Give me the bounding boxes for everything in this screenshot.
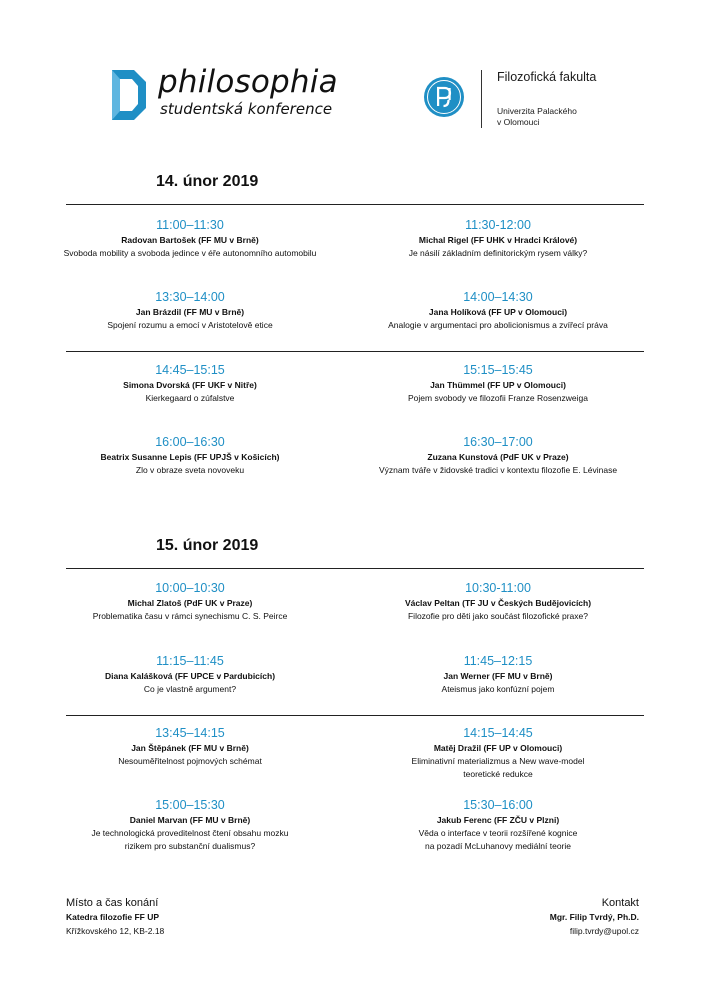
faculty-name: Filozofická fakulta (497, 70, 597, 84)
talk-title: Ateismus jako konfúzní pojem (441, 684, 555, 694)
talk-time: 15:30–16:00 (463, 798, 533, 812)
brand-title: philosophia (158, 64, 338, 100)
talk-card (40, 434, 340, 477)
talk-speaker: Jakub Ferenc (FF ZČU v Plzni) (436, 815, 560, 825)
talk-title: Význam tváře v židovské tradici v kontextu filozofie E. Lévinase (378, 465, 618, 475)
talk-card (348, 725, 648, 781)
talk-title-line-2: na pozadí McLuhanovy mediální teorie (424, 841, 571, 851)
philosophia-logo-icon (108, 68, 150, 122)
university-line-2: v Olomouci (497, 117, 540, 127)
university-line-1: Univerzita Palackého (497, 106, 577, 116)
talk-title: Analogie v argumentaci pro abolicionismus a zvířecí práva (388, 320, 608, 330)
talk-card (40, 725, 340, 768)
talk-time: 13:30–14:00 (155, 290, 225, 304)
contact-section (550, 897, 639, 936)
talk-speaker: Daniel Marvan (FF MU v Brně) (129, 815, 251, 825)
talk-card (40, 797, 340, 853)
day-title: 15. únor 2019 (156, 537, 259, 554)
talk-speaker: Jan Thümmel (FF UP v Olomouci) (430, 380, 566, 390)
venue-heading: Místo a čas konání (66, 897, 159, 909)
talk-title: Co je vlastně argument? (143, 684, 237, 694)
talk-time: 15:00–15:30 (155, 798, 225, 812)
talk-speaker: Beatrix Susanne Lepis (FF UPJŠ v Košicích) (100, 452, 280, 462)
talk-title: Je násilí základním definitorickým rysem války? (408, 248, 588, 258)
talk-time: 11:30-12:00 (465, 218, 531, 232)
talk-speaker: Václav Peltan (TF JU v Českých Budějovicích) (404, 598, 592, 608)
talk-card (40, 362, 340, 405)
talk-speaker: Jan Brázdil (FF MU v Brně) (135, 307, 245, 317)
talk-time: 10:00–10:30 (155, 581, 225, 595)
talk-title: Spojení rozumu a emocí v Aristotelově etice (107, 320, 273, 330)
contact-heading: Kontakt (601, 897, 639, 909)
talk-title-line-2: rizikem pro substanční dualismus? (124, 841, 256, 851)
contact-email[interactable]: filip.tvrdy@upol.cz (569, 926, 639, 936)
talk-title: Je technologická proveditelnost čtení obsahu mozku (91, 828, 289, 838)
talk-speaker: Simona Dvorská (FF UKF v Nitře) (123, 380, 257, 390)
talk-card (348, 653, 648, 696)
talk-title: Věda o interface v teorii rozšířené kognice (418, 828, 578, 838)
talk-title: Filozofie pro děti jako součást filozofické praxe? (407, 611, 588, 621)
talk-time: 11:45–12:15 (463, 654, 533, 668)
talk-card (348, 434, 648, 477)
talk-time: 14:45–15:15 (155, 363, 225, 377)
university-name (497, 106, 607, 128)
talk-speaker: Michal Zlatoš (PdF UK v Praze) (127, 598, 253, 608)
talk-card (348, 580, 648, 623)
talk-speaker: Jana Holíková (FF UP v Olomouci) (428, 307, 568, 317)
talk-card (348, 289, 648, 332)
university-seal-icon (423, 76, 465, 118)
talk-speaker: Jan Štěpánek (FF MU v Brně) (131, 743, 249, 753)
divider (66, 715, 644, 716)
talk-speaker: Zuzana Kunstová (PdF UK v Praze) (427, 452, 569, 462)
talk-card (40, 289, 340, 332)
divider (66, 351, 644, 352)
talk-speaker: Diana Kalášková (FF UPCE v Pardubicích) (104, 671, 276, 681)
talk-card (40, 217, 340, 260)
venue-department: Katedra filozofie FF UP (66, 912, 160, 922)
talk-card (348, 217, 648, 260)
talk-title: Kierkegaard o zúfalstve (145, 393, 235, 403)
talk-title: Pojem svobody ve filozofii Franze Rosenzweiga (407, 393, 588, 403)
talk-speaker: Matěj Dražil (FF UP v Olomouci) (433, 743, 563, 753)
talk-card (348, 362, 648, 405)
talk-title: Nesouměřitelnost pojmových schémat (118, 756, 262, 766)
talk-title: Problematika času v rámci synechismu C. S. Peirce (92, 611, 288, 621)
talk-title: Svoboda mobility a svoboda jedince v éře autonomního automobilu (63, 248, 317, 258)
venue-section (66, 897, 164, 936)
divider (66, 568, 644, 569)
talk-speaker: Jan Werner (FF MU v Brně) (443, 671, 553, 681)
talk-title-line-2: teoretické redukce (463, 769, 533, 779)
talk-card (40, 580, 340, 623)
day-title: 14. únor 2019 (156, 173, 259, 190)
talk-time: 16:30–17:00 (463, 435, 533, 449)
talk-card (348, 797, 648, 853)
talk-time: 14:00–14:30 (463, 290, 533, 304)
talk-title: Eliminativní materializmus a New wave-model (411, 756, 585, 766)
divider (66, 204, 644, 205)
contact-name: Mgr. Filip Tvrdý, Ph.D. (549, 912, 639, 922)
talk-time: 16:00–16:30 (155, 435, 225, 449)
talk-title: Zlo v obraze sveta novoveku (135, 465, 245, 475)
talk-speaker: Michal Rigel (FF UHK v Hradci Králové) (418, 235, 578, 245)
talk-time: 11:15–11:45 (156, 654, 224, 668)
talk-card (40, 653, 340, 696)
talk-time: 15:15–15:45 (463, 363, 533, 377)
venue-address: Křížkovského 12, KB-2.18 (66, 926, 165, 936)
talk-time: 11:00–11:30 (156, 218, 224, 232)
talk-time: 10:30-11:00 (465, 581, 531, 595)
talk-time: 13:45–14:15 (155, 726, 225, 740)
header-divider (481, 70, 482, 128)
talk-speaker: Radovan Bartošek (FF MU v Brně) (121, 235, 259, 245)
talk-time: 14:15–14:45 (463, 726, 533, 740)
brand-subtitle: studentská konference (160, 100, 333, 118)
